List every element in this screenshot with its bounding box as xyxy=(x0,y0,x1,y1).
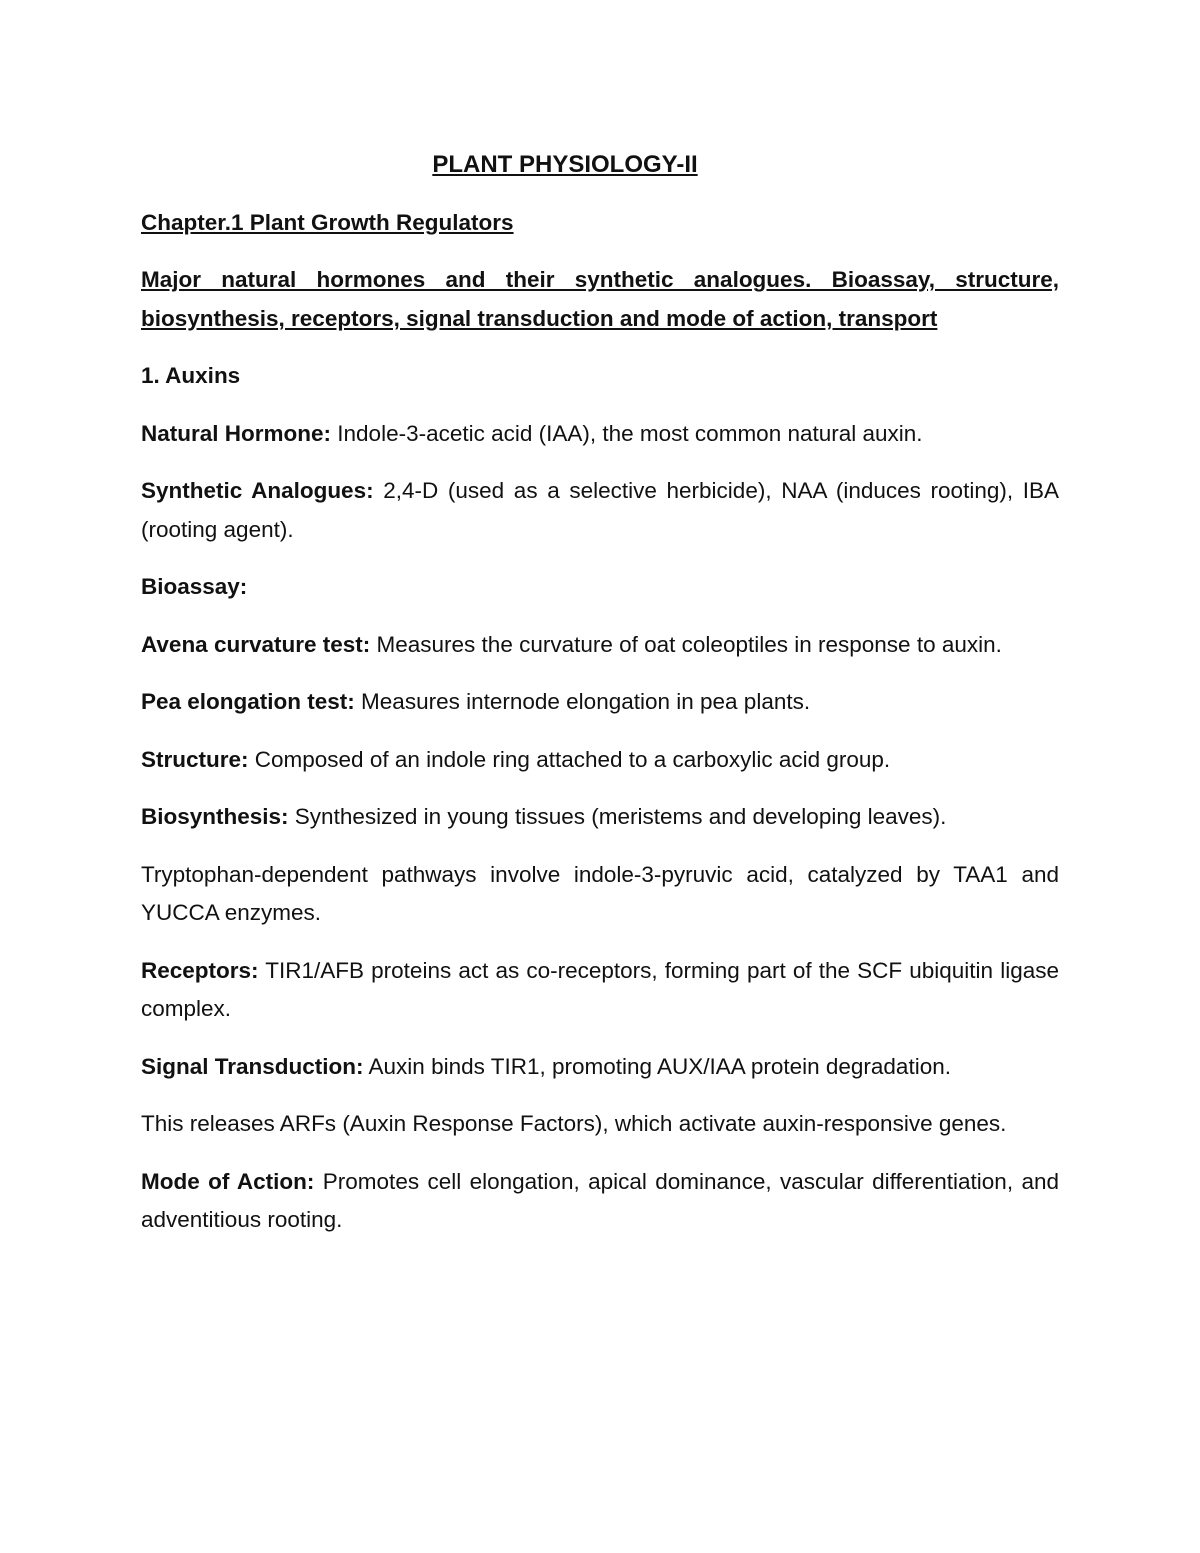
paragraph-label: Receptors: xyxy=(141,957,259,983)
paragraph-bioassay xyxy=(141,568,1059,607)
paragraph-label: Biosynthesis: xyxy=(141,804,289,829)
paragraph-mode-of-action xyxy=(141,1163,1059,1240)
paragraph-text: This releases ARFs (Auxin Response Factors), which activate auxin-responsive genes. xyxy=(141,1111,1007,1136)
page-title: PLANT PHYSIOLOGY-II xyxy=(432,151,698,178)
paragraph-label: Pea elongation test: xyxy=(141,689,355,714)
paragraph-synthetic-analogues xyxy=(141,472,1059,549)
paragraph-label: Avena curvature test: xyxy=(141,631,371,657)
paragraph-label: Natural Hormone: xyxy=(141,420,332,446)
paragraph-text: Tryptophan-dependent pathways involve indole-3-pyruvic acid, catalyzed by TAA1 and YUCCA enzymes. xyxy=(141,861,1059,925)
section-heading: 1. Auxins xyxy=(141,363,241,388)
paragraph-biosynthesis xyxy=(141,798,1059,837)
paragraph-tryptophan-pathway xyxy=(141,856,1059,933)
paragraph-text: TIR1/AFB proteins act as co-receptors, forming part of the SCF ubiquitin ligase complex. xyxy=(141,957,1059,1021)
paragraph-arf-release xyxy=(141,1105,1059,1144)
paragraph-label: Bioassay: xyxy=(141,574,248,599)
paragraph-text: Measures internode elongation in pea plants. xyxy=(354,689,811,714)
document-body xyxy=(141,146,1059,1259)
paragraph-pea-test xyxy=(141,683,1059,722)
paragraph-text: Indole-3-acetic acid (IAA), the most common natural auxin. xyxy=(331,420,923,446)
paragraph-text: 2,4-D (used as a selective herbicide), NAA (induces rooting), IBA (rooting agent). xyxy=(141,478,1059,542)
paragraph-natural-hormone xyxy=(141,415,1059,454)
topics-heading: Major natural hormones and their synthetic analogues. Bioassay, structure, biosynthesis, receptors, signal transduction and mode of action, transport xyxy=(141,267,1059,331)
paragraph-text: Composed of an indole ring attached to a carboxylic acid group. xyxy=(248,746,891,772)
paragraph-text: Auxin binds TIR1, promoting AUX/IAA protein degradation. xyxy=(363,1053,951,1079)
paragraph-structure xyxy=(141,741,1059,780)
paragraph-receptors xyxy=(141,952,1059,1029)
paragraph-label: Structure: xyxy=(141,746,249,772)
paragraph-label: Mode of Action: xyxy=(141,1168,315,1194)
chapter-heading: Chapter.1 Plant Growth Regulators xyxy=(141,209,514,235)
paragraph-text: Synthesized in young tissues (meristems and developing leaves). xyxy=(288,804,947,829)
paragraph-label: Synthetic Analogues: xyxy=(141,478,374,503)
paragraph-label: Signal Transduction: xyxy=(141,1053,364,1079)
paragraph-signal-transduction xyxy=(141,1048,1059,1087)
paragraph-text: Measures the curvature of oat coleoptiles in response to auxin. xyxy=(370,631,1002,657)
paragraph-text: Promotes cell elongation, apical dominance, vascular differentiation, and adventitious rooting. xyxy=(141,1168,1059,1232)
paragraph-avena-test xyxy=(141,626,1059,665)
